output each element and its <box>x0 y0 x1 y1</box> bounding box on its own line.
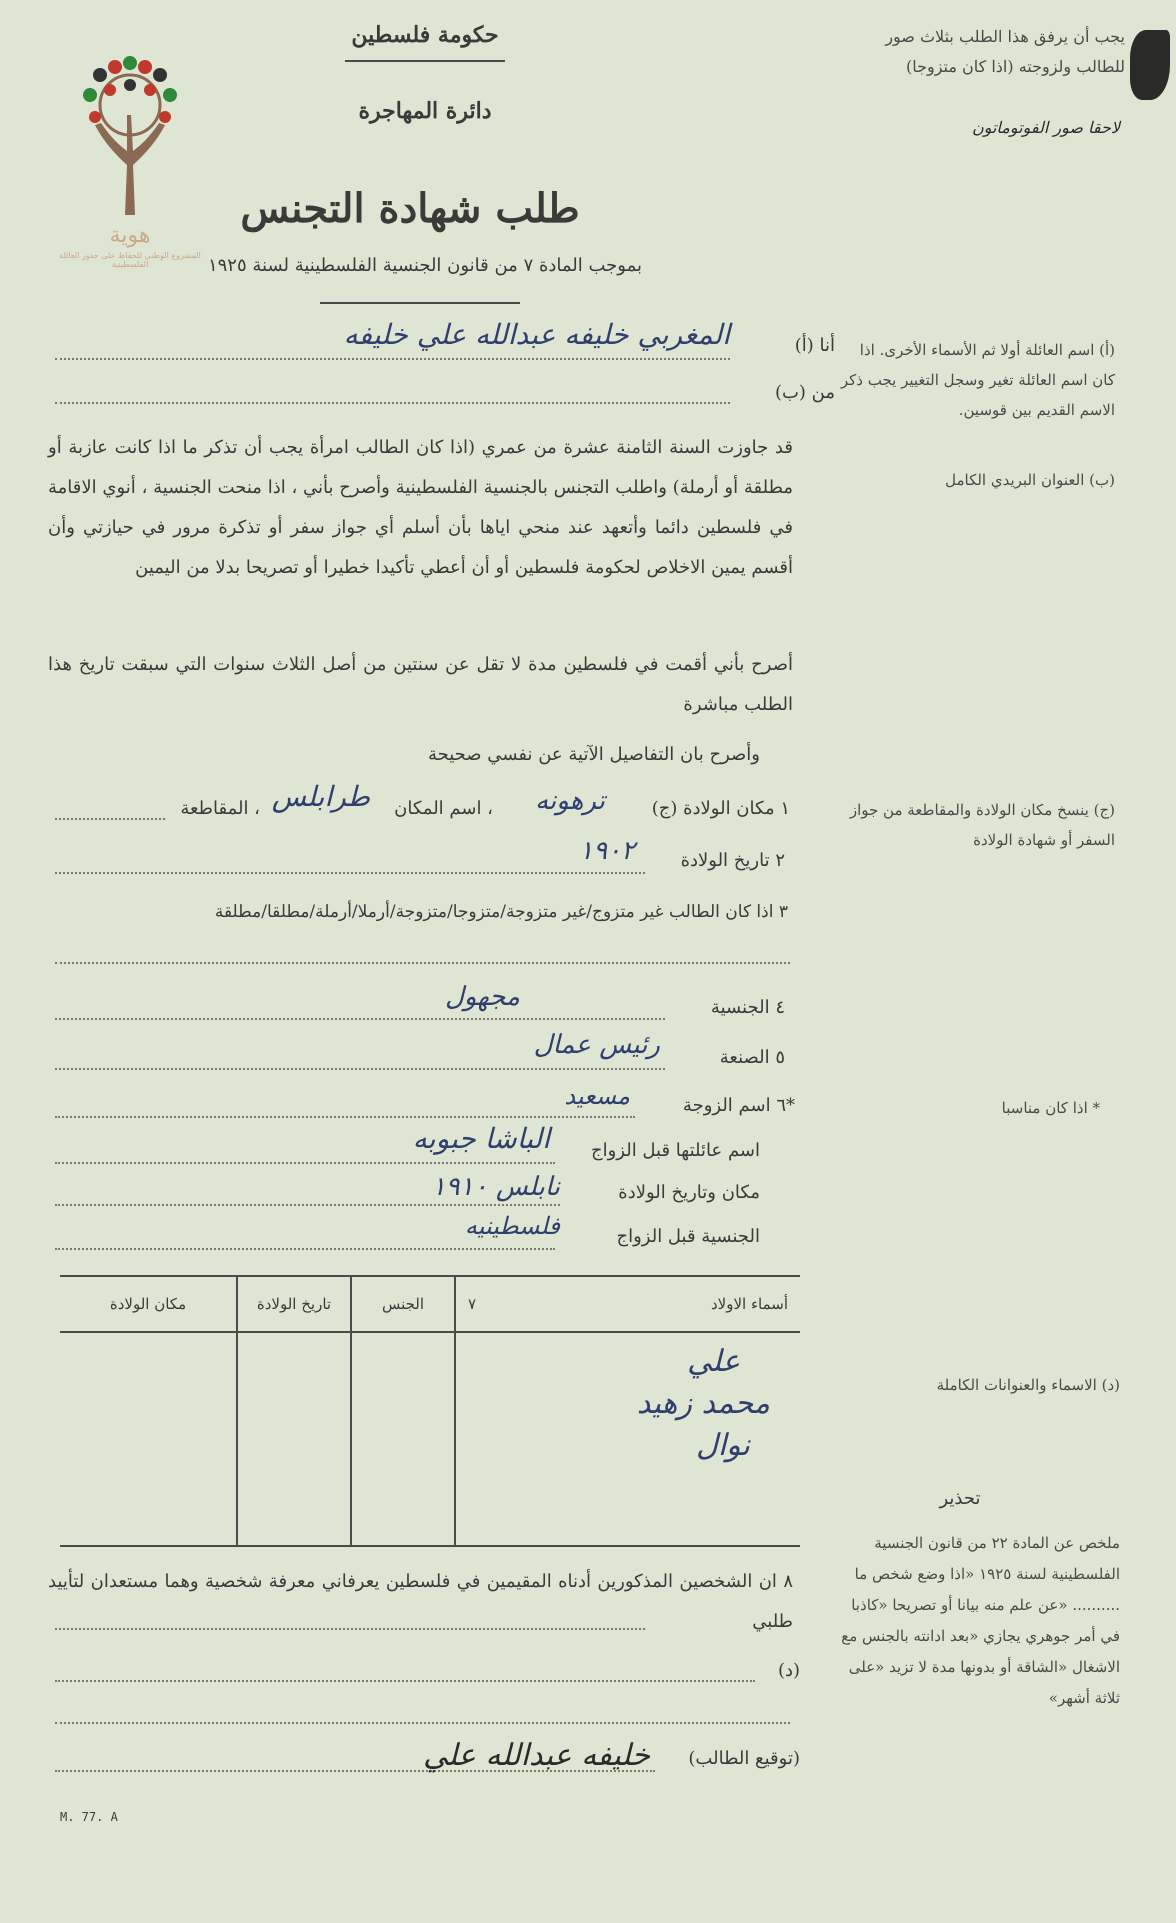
applicant-name-line <box>55 358 730 360</box>
form-code: M. 77. A <box>60 1810 118 1824</box>
q5-line <box>55 1068 665 1070</box>
q1-place-value: طرابلس <box>271 780 370 813</box>
q8-line <box>55 1628 645 1630</box>
child-name: علي <box>687 1344 740 1379</box>
table-header-pob: مكان الولادة <box>60 1276 237 1332</box>
child-name: نوال <box>696 1428 750 1463</box>
header-divider <box>345 60 505 62</box>
reference-d-line-2 <box>55 1722 790 1724</box>
q6b-value: نابلس ١٩١٠ <box>431 1172 560 1202</box>
government-title: حكومة فلسطين <box>351 22 499 48</box>
table-header-sex: الجنس <box>351 1276 455 1332</box>
q1-label: ١ مكان الولادة (ج) <box>651 798 790 819</box>
address-label: من (ب) <box>774 382 835 403</box>
logo-name: هوية <box>109 223 151 248</box>
hawiya-logo <box>55 45 205 270</box>
declaration-text: قد جاوزت السنة الثامنة عشرة من عمري (اذا كان الطالب امرأة يجب أن تذكر ما اذا كانت عازبة أو مطلقة أو أرملة) واطلب التجنس بالجنسية الفلسطينية وأصرح بأني ، اذا منحت الجنسية ، أنوي الاقامة في فلسطين دائما وأتعهد عند منحي اياها بأن أسلم أي جواز سفر أو تذكرة مرور في حيازتي وأن أقسم يمين الاخلاص لحكومة فلسطين أو أن أعطي تأكيدا خطيرا أو تصريحا بدلا من اليمين <box>48 437 793 578</box>
q6a-label: اسم عائلتها قبل الزواج <box>590 1140 760 1161</box>
children-names-cell <box>455 1332 800 1546</box>
q1-district-label: ، المقاطعة <box>180 798 260 819</box>
q2-label: ٢ تاريخ الولادة <box>680 850 785 871</box>
note-photos-handwritten: لاحقا صور الفوتوماتون <box>971 118 1120 137</box>
corner-blot <box>1130 30 1170 100</box>
logo-caption: المشروع الوطني للحفاظ على جذور العائلة الفلسطينية <box>59 251 201 269</box>
q3-line <box>55 962 790 964</box>
table-header-names: أسماء الاولاد <box>711 1295 788 1313</box>
q6a-value: الباشا جبوبه <box>412 1122 550 1155</box>
q4-line <box>55 1018 665 1020</box>
q6b-label: مكان وتاريخ الولادة <box>618 1182 760 1203</box>
signature-label: (توقيع الطالب) <box>688 1748 800 1769</box>
q6a-line <box>55 1162 555 1164</box>
q6c-line <box>55 1248 555 1250</box>
q6-line <box>55 1116 635 1118</box>
q6c-value: فلسطينيه <box>464 1212 560 1240</box>
address-line <box>55 402 730 404</box>
details-intro: وأصرح بان التفاصيل الآتية عن نفسي صحيحة <box>427 744 760 765</box>
note-star: * اذا كان مناسبا <box>1001 1099 1100 1117</box>
q6c-label: الجنسية قبل الزواج <box>616 1226 760 1247</box>
q6-value: مسعيد <box>564 1082 630 1110</box>
note-photos: يجب أن يرفق هذا الطلب بثلاث صور للطالب ولزوجته (اذا كان متزوجا) <box>885 27 1125 76</box>
applicant-name-value: المغربي خليفه عبدالله علي خليفه <box>343 318 730 351</box>
q4-value: مجهول <box>444 982 520 1012</box>
q5-label: ٥ الصنعة <box>719 1047 785 1068</box>
warning-text: ملخص عن المادة ٢٢ من قانون الجنسية الفلسطينية لسنة ١٩٢٥ «اذا وضع شخص ما .......... «عن علم منه بيانا أو تصريحا «كاذبا في أمر جوهري يجازي «بعد ادانته بالجنس مع الاشغال «الشاقة أو بدونها مدة لا تزيد «على ثلاثة أشهر» <box>841 1534 1120 1707</box>
q6b-line <box>55 1204 560 1206</box>
department-title: دائرة المهاجرة <box>358 98 492 124</box>
table-header-dob: تاريخ الولادة <box>237 1276 351 1332</box>
page-title: طلب شهادة التجنس <box>240 185 580 232</box>
children-table <box>60 1275 800 1547</box>
children-sex-cell <box>351 1332 455 1546</box>
note-b: (ب) العنوان البريدي الكامل <box>945 471 1115 489</box>
note-a: (أ) اسم العائلة أولا ثم الأسماء الأخرى. اذا كان اسم العائلة تغير وسجل التغيير يجب ذكر الاسم القديم بين قوسين. <box>840 341 1115 419</box>
reference-d-label: (د) <box>777 1660 800 1681</box>
q5-value: رئيس عمال <box>533 1030 660 1060</box>
children-dob-cell <box>237 1332 351 1546</box>
q1-place-label: ، اسم المكان <box>394 798 493 819</box>
q1-value: ترهونه <box>535 786 605 816</box>
q2-line <box>55 872 645 874</box>
note-d: (د) الاسماء والعنوانات الكاملة <box>936 1376 1120 1394</box>
q2-value: ١٩٠٢ <box>579 836 635 866</box>
page-subtitle: بموجب المادة ٧ من قانون الجنسية الفلسطينية لسنة ١٩٢٥ <box>207 255 643 276</box>
reference-d-line-1 <box>55 1680 755 1682</box>
child-name: محمد زهيد <box>636 1386 770 1421</box>
q3-label: ٣ اذا كان الطالب غير متزوج/غير متزوجة/متزوجا/متزوجة/أرملا/أرملة/مطلقا/مطلقة <box>214 902 788 922</box>
q6-label: *٦ اسم الزوجة <box>682 1095 795 1116</box>
q8-text: ٨ ان الشخصين المذكورين أدناه المقيمين في فلسطين يعرفاني معرفة شخصية وهما مستعدان لتأييد طلبي <box>48 1571 793 1632</box>
children-col-names <box>455 1276 800 1332</box>
subtitle-divider <box>320 302 520 304</box>
children-pob-cell <box>60 1332 237 1546</box>
table-number: ٧ <box>468 1295 477 1313</box>
q4-label: ٤ الجنسية <box>710 997 785 1018</box>
family-tree-icon <box>55 45 205 225</box>
applicant-signature: خليفه عبدالله علي <box>423 1738 650 1773</box>
residence-text: أصرح بأني أقمت في فلسطين مدة لا تقل عن سنتين من أصل الثلاث سنوات التي سبقت تاريخ هذا الطلب مباشرة <box>48 654 793 715</box>
q1-district-line <box>55 818 165 820</box>
applicant-name-label: أنا (أ) <box>794 335 835 356</box>
note-c: (ج) ينسخ مكان الولادة والمقاطعة من جواز السفر أو شهادة الولادة <box>849 801 1115 849</box>
warning-title: تحذير <box>939 1488 981 1509</box>
